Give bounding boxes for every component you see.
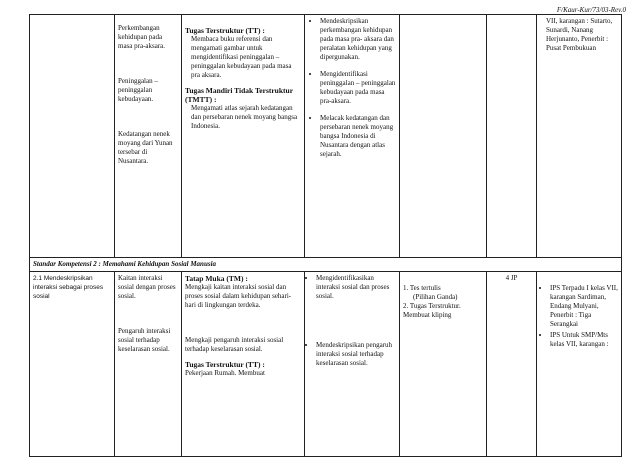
- indikator-list: [308, 17, 396, 159]
- tt-heading: Tugas Terstruktur (TT) :: [185, 360, 265, 369]
- materi-item: Perkembangan kehidupan pada masa pra-aksara.: [118, 24, 166, 50]
- kd-cell: [30, 15, 115, 258]
- list-item: • IPS Untuk SMP/Mts kelas VII, karangan :: [550, 331, 618, 349]
- sumber-text: VII, karangan : Sutarto, Sunardi, Nanang Herjunanto, Penerbit : Pusat Pembukuan: [546, 17, 613, 52]
- kegiatan-cell: [182, 15, 305, 258]
- penilaian-item: 2. Tugas Terstruktur.: [403, 302, 461, 310]
- materi-cell: [115, 272, 182, 457]
- waktu-cell: [487, 272, 537, 457]
- tt-text: Pekerjaan Rumah. Membuat: [185, 369, 265, 377]
- materi-item: Kaitan interaksi sosial dengan proses sosial.: [118, 274, 176, 300]
- indikator-list: [308, 274, 396, 368]
- materi-cell: [115, 15, 182, 258]
- penilaian-item: 1. Tes tertulis: [403, 284, 441, 292]
- materi-item: Peninggalan – peninggalan kebudayaan.: [118, 77, 158, 103]
- tt-heading: Tugas Terstruktur (TT) :: [185, 26, 265, 35]
- materi-item: Kedatangan nenek moyang dari Yunan tersebar di Nusantara.: [118, 130, 173, 165]
- list-item: • Melacak kedatangan dan persebaran nenek moyang bangsa Indonesia di Nusantara dengan atlas sejarah.: [320, 114, 396, 159]
- tm-text-2: Mengkaji pengaruh interaksi sosial terhadap keselarasan sosial.: [185, 336, 284, 353]
- penilaian-item: (Pilihan Ganda): [413, 293, 458, 301]
- indikator-cell: [305, 272, 400, 457]
- kd-cell: [30, 272, 115, 457]
- tm-text: Mengkaji kaitan interaksi sosial dan proses sosial dalam kehidupan sehari-hari di lingkungan terdeka.: [185, 283, 292, 309]
- tmtt-heading: Tugas Mandiri Tidak Terstruktur (TMTT) :: [185, 86, 293, 104]
- tmtt-text: Mengamati atlas sejarah kedatangan dan persebaran nenek moyang bangsa Indonesia.: [191, 104, 298, 130]
- penilaian-item: Membuat kliping: [403, 311, 452, 319]
- indikator-cell: [305, 15, 400, 258]
- document-code: F/Kaur-Kur/73/03-Rev.0: [556, 6, 626, 14]
- waktu-text: 4 JP: [505, 274, 518, 282]
- syllabus-table: [29, 14, 622, 457]
- tt-text: Membaca buku referensi dan mengamati gambar untuk mengidentifikasi peninggalan –peninggalan kebudayaan pada masa pra aksara.: [191, 35, 292, 79]
- standar-kompetensi-row: [30, 258, 622, 272]
- kegiatan-cell: [182, 272, 305, 457]
- tm-heading: Tatap Muka (TM) :: [185, 274, 248, 283]
- sumber-cell: [537, 15, 622, 258]
- list-item: • Mendeskripsikan perkembangan kehidupan pada masa pra- aksara dan peralatan kehidupan yang dipergunakan.: [320, 17, 396, 62]
- list-item: • IPS Terpadu I kelas VII, karangan Sardiman, Endang Mulyani, Penerbit : Tiga Serangkai: [550, 284, 618, 329]
- penilaian-cell: [400, 272, 487, 457]
- sumber-list: [540, 284, 618, 349]
- kd-text: 2.1 Mendeskripsikan interaksi sebagai proses sosial: [33, 275, 104, 300]
- list-item: • Mengidentifikasikan interaksi sosial dan proses sosial.: [316, 274, 396, 301]
- list-item: • Mengidentifikasi peninggalan – peninggalan kebudayaan pada masa pra-aksara.: [320, 70, 396, 106]
- materi-item: Pengaruh interaksi sosial terhadap keselarasan sosial.: [118, 327, 171, 353]
- penilaian-cell: [400, 15, 487, 258]
- table-row: [30, 15, 622, 258]
- standar-kompetensi-title: Standar Kompetensi 2 : Memahami Kehidupan Sosial Manusia: [30, 258, 622, 272]
- sumber-cell: [537, 272, 622, 457]
- list-item: • Mendeskripsikan pengaruh interaksi sosial terhadap keselarasan sosial.: [316, 341, 396, 368]
- waktu-cell: [487, 15, 537, 258]
- table-row: [30, 272, 622, 457]
